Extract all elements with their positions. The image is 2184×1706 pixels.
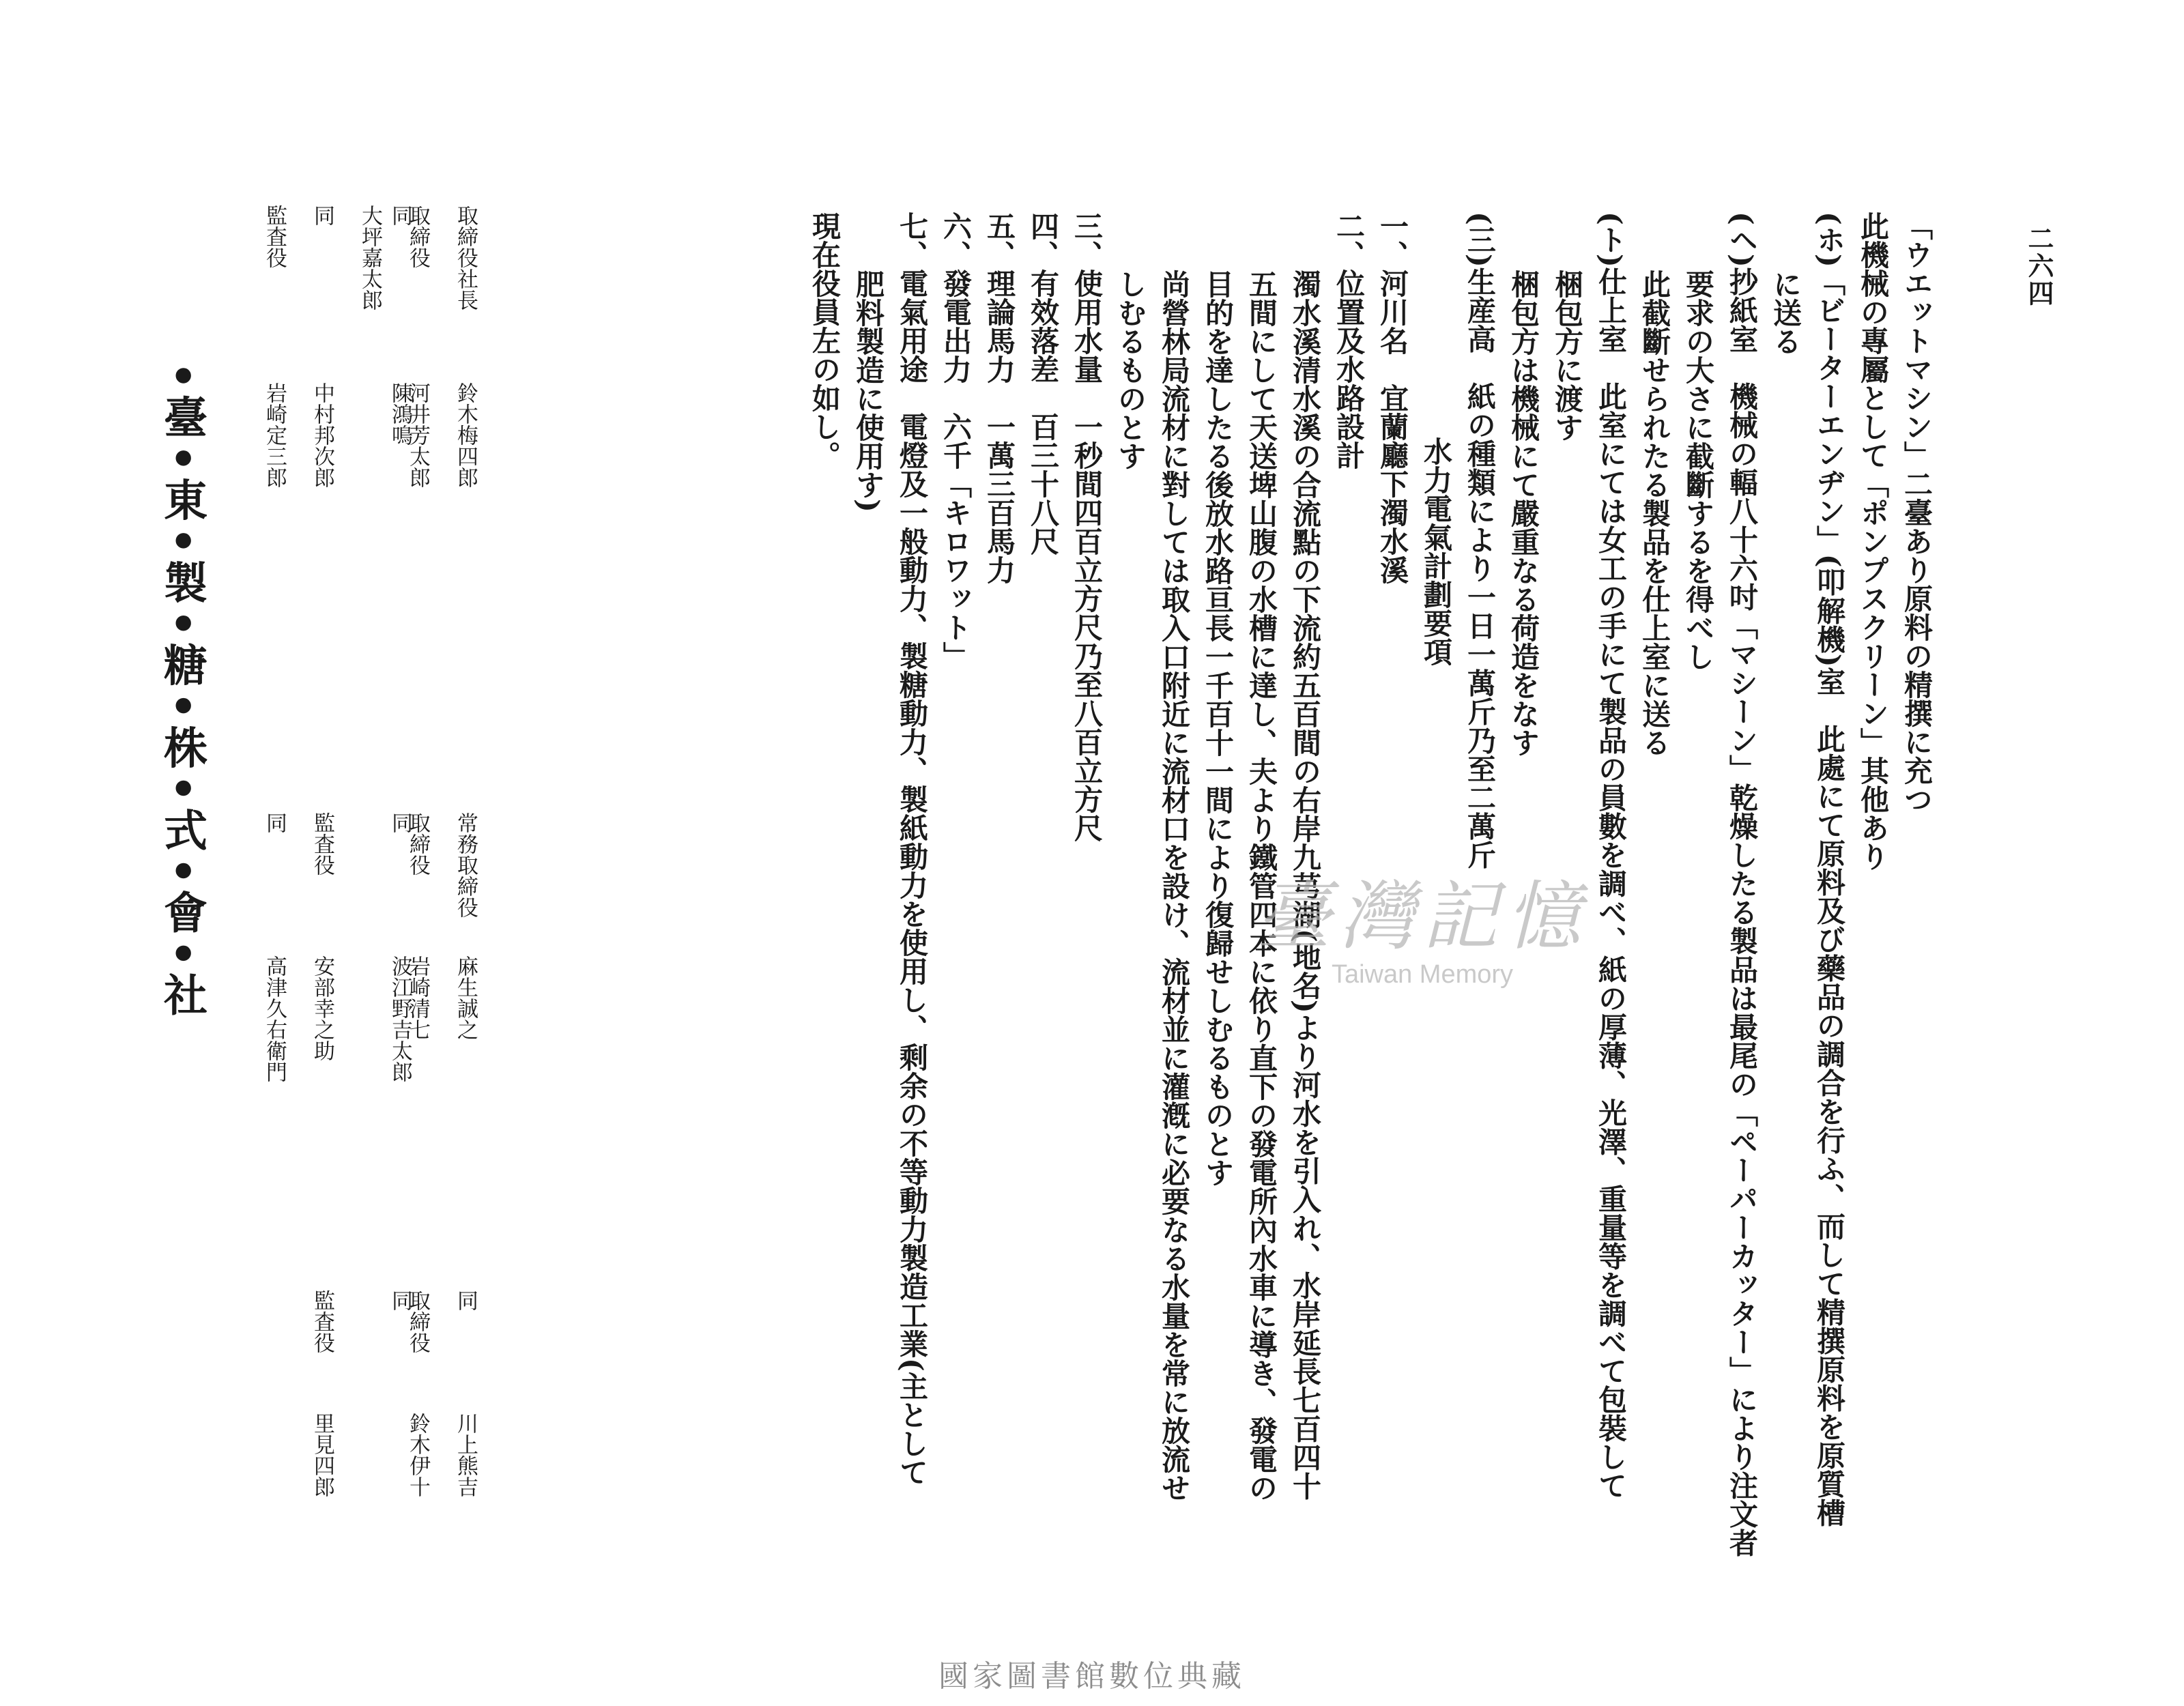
page-number: 二六四 — [2024, 225, 2054, 307]
officer-name: 岩崎清七 — [405, 955, 430, 1040]
text-line: 尚營林局流材に對しては取入口附近に流材口を設け、流材並に灌漑に必要なる水量を常に放流せ — [1158, 270, 1191, 1502]
text-line: 三、使用水量 一秒間四百立方尺乃至八百立方尺 — [1070, 212, 1104, 842]
officer-title: 取締役 — [405, 812, 430, 876]
section-title: 水力電氣計劃要項 — [1420, 437, 1453, 666]
text-line: 一、河川名 宜蘭廳下濁水溪 — [1376, 212, 1409, 584]
officer-name: 里見四郎 — [310, 1413, 334, 1497]
officer-name: 麻生誠之 — [453, 955, 478, 1040]
officer-name: 中村邦次郎 — [310, 382, 334, 488]
officer-title: 監査役 — [262, 205, 287, 268]
officer-title: 監査役 — [310, 1290, 334, 1353]
officer-list — [246, 205, 505, 1501]
officer-name: 波江野吉太郎 — [388, 955, 412, 1082]
officer-title: 同 — [310, 205, 334, 226]
text-line: 要求の大さに截斷するを得べし — [1682, 270, 1715, 671]
text-line: 「ウエットマシン」二臺あり原料の精撰に充つ — [1900, 212, 1934, 813]
footer-credit: 國家圖書館數位典藏 — [938, 1659, 1246, 1694]
text-line: 六、發電出力 六千「キロワット」 — [939, 212, 973, 670]
officer-title: 取締役 — [405, 1290, 430, 1353]
watermark-text: 臺灣記憶 — [1256, 873, 1589, 960]
text-line: 目的を達したる後放水路亘長一千百十一間により復歸せしむるものとす — [1201, 270, 1235, 1187]
text-line: に送る — [1769, 270, 1802, 356]
text-line: しむるものとす — [1114, 270, 1147, 470]
officer-title: 同 — [388, 205, 412, 226]
text-line: 肥料製造に使用す) — [852, 270, 885, 512]
officer-column — [307, 205, 337, 1497]
officer-name: 河井芳太郎 — [405, 382, 430, 488]
company-name: •臺•東•製•糖•株•式•會•社 — [156, 362, 207, 1022]
officer-name: 川上熊吉 — [453, 1413, 478, 1497]
text-line: (ヘ)抄紙室 機械の輻八十六吋「マシーン」乾燥したる製品は最尾の「ペーパーカッター」により注文者 — [1725, 212, 1759, 1557]
officer-name: 岩崎定三郎 — [262, 382, 287, 488]
officer-name: 安部幸之助 — [310, 955, 334, 1061]
text-line: 此截斷せられたる製品を仕上室に送る — [1638, 270, 1671, 757]
watermark-subtext: Taiwan Memory — [1331, 960, 1514, 989]
officer-column — [355, 205, 415, 1501]
officer-name: 高津久右衛門 — [262, 955, 287, 1082]
text-line: 現在役員左の如し。 — [808, 212, 842, 469]
text-line: 二、位置及水路設計 — [1332, 212, 1366, 469]
officer-title: 常務取締役 — [453, 812, 478, 918]
watermark-logo — [1256, 856, 1589, 989]
officer-name: 鈴木伊十 — [405, 1413, 430, 1497]
officer-title: 取締役社長 — [453, 205, 478, 310]
text-line: (ト)仕上室 此室にては女工の手にて製品の員數を調べ、紙の厚薄、光澤、重量等を調べて包裝して — [1594, 212, 1628, 1500]
text-line: 五間にして天送埤山腹の水槽に達し、夫より鐵管四本に依り直下の發電所內水車に導き、發電の — [1245, 270, 1278, 1502]
text-line: 梱包方に渡す — [1551, 270, 1584, 442]
text-line: 濁水溪清水溪の合流點の下流約五百間の右岸九芎湖(地名)より河水を引入れ、水岸延長七百四十 — [1289, 270, 1322, 1501]
officer-column — [450, 205, 480, 1497]
text-line: 此機械の專屬として「ポンプスクリーン」其他あり — [1856, 212, 1890, 871]
officer-title: 同 — [388, 1290, 412, 1311]
text-line: 梱包方は機械にて嚴重なる荷造をなす — [1507, 270, 1540, 757]
text-line: 四、有效落差 百三十八尺 — [1026, 212, 1060, 555]
officer-name: 鈴木梅四郎 — [453, 382, 478, 488]
officer-title: 取締役 — [405, 205, 430, 268]
officer-title: 監査役 — [310, 812, 334, 876]
officer-title: 同 — [388, 812, 412, 833]
officer-name: 大坪嘉太郎 — [358, 205, 382, 310]
officer-title: 同 — [262, 812, 287, 833]
text-line: 五、理論馬力 一萬三百馬力 — [983, 212, 1016, 584]
text-line: (三)生産高 紙の種類により一日一萬斤乃至二萬斤 — [1463, 212, 1497, 869]
text-line: (ホ)「ビーターエンヂン」(叩解機)室 此處にて原料及び藥品の調合を行ふ、而して精撰原料を原質槽 — [1813, 212, 1846, 1527]
officer-title: 同 — [453, 1290, 478, 1311]
officer-column — [259, 205, 289, 1082]
text-line: 七、電氣用途 電燈及一般動力、製糖動力、製紙動力を使用し、剩余の不等動力製造工業(主として — [895, 212, 929, 1486]
officer-name: 陳鴻鳴 — [388, 382, 412, 446]
